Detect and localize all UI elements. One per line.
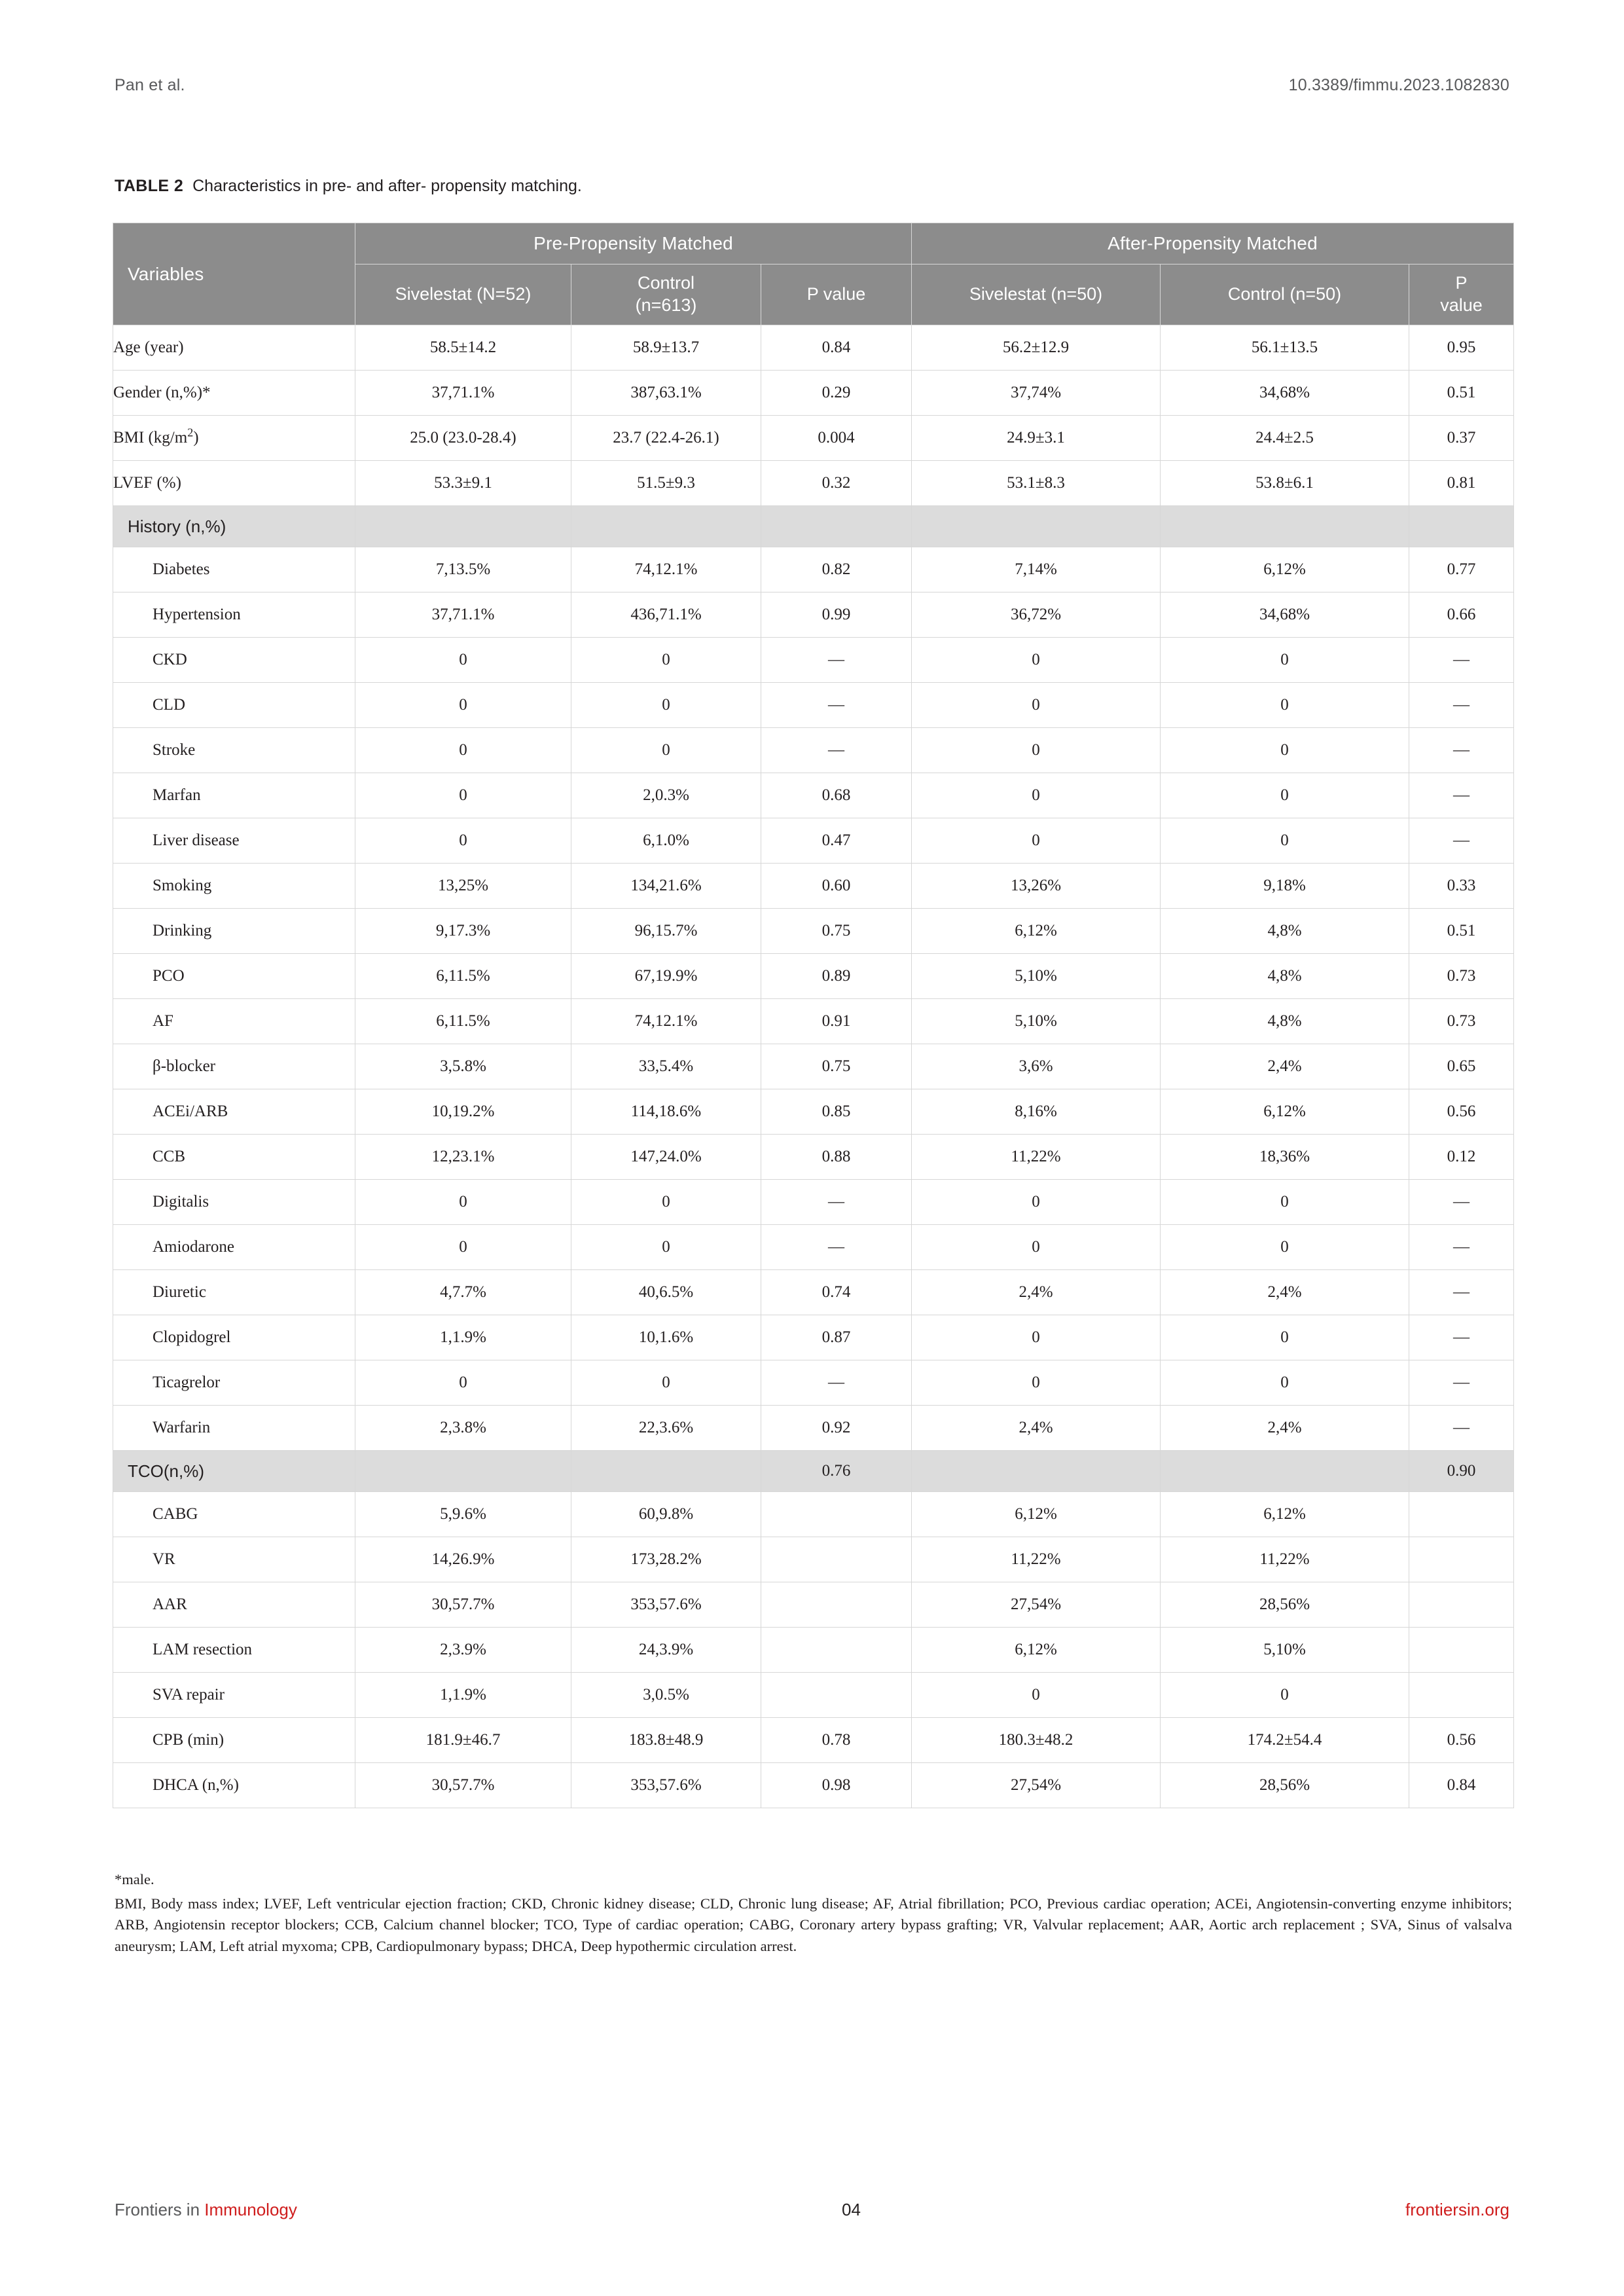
row-label: AAR xyxy=(113,1582,355,1628)
table-row xyxy=(113,1135,1514,1180)
row-value-3 xyxy=(761,1582,912,1628)
row-value-5: 28,56% xyxy=(1161,1582,1409,1628)
row-value-2: 0 xyxy=(571,728,761,773)
row-value-5: 6,12% xyxy=(1161,547,1409,592)
row-value-1: 0 xyxy=(355,728,571,773)
row-label: Smoking xyxy=(113,864,355,909)
row-label: SVA repair xyxy=(113,1673,355,1718)
row-value-1: 6,11.5% xyxy=(355,954,571,999)
row-value-4: 0 xyxy=(912,1673,1161,1718)
row-value-1: 4,7.7% xyxy=(355,1270,571,1315)
row-value-4: 180.3±48.2 xyxy=(912,1718,1161,1763)
row-value-4: 2,4% xyxy=(912,1406,1161,1451)
running-head-doi: 10.3389/fimmu.2023.1082830 xyxy=(1288,75,1509,94)
row-value-5: 11,22% xyxy=(1161,1537,1409,1582)
row-value-1 xyxy=(355,506,571,547)
row-value-5: 4,8% xyxy=(1161,999,1409,1044)
footnote-male: *male. xyxy=(115,1871,154,1887)
row-value-3: 0.99 xyxy=(761,592,912,638)
row-value-2: 40,6.5% xyxy=(571,1270,761,1315)
header-after-pvalue-line2: value xyxy=(1440,295,1483,315)
table-row xyxy=(113,1451,1514,1492)
running-head xyxy=(115,72,1509,98)
row-value-3: 0.98 xyxy=(761,1763,912,1808)
table-row xyxy=(113,371,1514,416)
row-value-5: 4,8% xyxy=(1161,909,1409,954)
row-value-4: 0 xyxy=(912,773,1161,818)
footer-page-number: 04 xyxy=(842,2199,861,2219)
row-value-3: 0.88 xyxy=(761,1135,912,1180)
row-value-4: 2,4% xyxy=(912,1270,1161,1315)
row-label: DHCA (n,%) xyxy=(113,1763,355,1808)
row-value-3: 0.60 xyxy=(761,864,912,909)
row-value-2: 3,0.5% xyxy=(571,1673,761,1718)
row-value-4 xyxy=(912,506,1161,547)
characteristics-table xyxy=(113,223,1514,1808)
row-value-4: 27,54% xyxy=(912,1582,1161,1628)
row-value-3: 0.29 xyxy=(761,371,912,416)
row-label: Warfarin xyxy=(113,1406,355,1451)
header-after-propensity: After-Propensity Matched xyxy=(912,223,1514,264)
row-value-1: 0 xyxy=(355,1360,571,1406)
row-value-4: 0 xyxy=(912,818,1161,864)
row-value-3: 0.89 xyxy=(761,954,912,999)
footer-journal-name: Immunology xyxy=(204,2199,297,2219)
row-value-6 xyxy=(1409,1492,1514,1537)
row-value-3: 0.68 xyxy=(761,773,912,818)
footer-journal xyxy=(115,2200,297,2220)
row-value-2 xyxy=(571,506,761,547)
row-value-1: 58.5±14.2 xyxy=(355,325,571,371)
row-value-2: 387,63.1% xyxy=(571,371,761,416)
row-label: History (n,%) xyxy=(113,506,355,547)
row-label: VR xyxy=(113,1537,355,1582)
row-value-6: 0.77 xyxy=(1409,547,1514,592)
table-caption xyxy=(115,177,1509,196)
header-after-sivelestat: Sivelestat (n=50) xyxy=(912,264,1161,325)
row-value-1: 7,13.5% xyxy=(355,547,571,592)
row-value-6: — xyxy=(1409,728,1514,773)
row-value-4: 6,12% xyxy=(912,909,1161,954)
row-label: LVEF (%) xyxy=(113,461,355,506)
row-value-2: 0 xyxy=(571,1360,761,1406)
row-label: Age (year) xyxy=(113,325,355,371)
row-label: β-blocker xyxy=(113,1044,355,1089)
table-footnotes xyxy=(115,1869,1512,1958)
row-value-1: 9,17.3% xyxy=(355,909,571,954)
row-value-1: 37,71.1% xyxy=(355,592,571,638)
row-value-6: — xyxy=(1409,1225,1514,1270)
table-body xyxy=(113,325,1514,1808)
row-value-2: 74,12.1% xyxy=(571,999,761,1044)
row-value-6: 0.65 xyxy=(1409,1044,1514,1089)
row-value-5 xyxy=(1161,1451,1409,1492)
header-pre-pvalue: P value xyxy=(761,264,912,325)
row-value-4: 0 xyxy=(912,728,1161,773)
row-value-4: 0 xyxy=(912,1225,1161,1270)
table-row xyxy=(113,547,1514,592)
row-value-4: 11,22% xyxy=(912,1537,1161,1582)
row-value-1: 53.3±9.1 xyxy=(355,461,571,506)
row-value-2: 6,1.0% xyxy=(571,818,761,864)
row-value-1: 1,1.9% xyxy=(355,1315,571,1360)
row-value-3: 0.47 xyxy=(761,818,912,864)
table-row xyxy=(113,506,1514,547)
row-label: Stroke xyxy=(113,728,355,773)
row-value-6: 0.12 xyxy=(1409,1135,1514,1180)
row-value-6: 0.33 xyxy=(1409,864,1514,909)
row-value-5: 24.4±2.5 xyxy=(1161,416,1409,461)
row-value-1: 12,23.1% xyxy=(355,1135,571,1180)
row-label: Clopidogrel xyxy=(113,1315,355,1360)
row-value-6: — xyxy=(1409,1315,1514,1360)
row-value-2: 147,24.0% xyxy=(571,1135,761,1180)
table-row xyxy=(113,773,1514,818)
row-value-5: 0 xyxy=(1161,683,1409,728)
row-value-1: 2,3.8% xyxy=(355,1406,571,1451)
row-value-2: 33,5.4% xyxy=(571,1044,761,1089)
row-label: Ticagrelor xyxy=(113,1360,355,1406)
row-value-6: 0.90 xyxy=(1409,1451,1514,1492)
row-label: Hypertension xyxy=(113,592,355,638)
row-label: Amiodarone xyxy=(113,1225,355,1270)
table-container xyxy=(113,223,1513,1808)
row-label: PCO xyxy=(113,954,355,999)
row-value-5: 0 xyxy=(1161,638,1409,683)
row-value-1: 14,26.9% xyxy=(355,1537,571,1582)
table-row xyxy=(113,1406,1514,1451)
row-value-4: 5,10% xyxy=(912,999,1161,1044)
row-value-5: 0 xyxy=(1161,1360,1409,1406)
row-label: Gender (n,%)* xyxy=(113,371,355,416)
row-value-3 xyxy=(761,1492,912,1537)
row-label: BMI $(kg/m^2)$ xyxy=(113,416,355,461)
row-value-5: 0 xyxy=(1161,1315,1409,1360)
row-value-5: 0 xyxy=(1161,1673,1409,1718)
row-value-1 xyxy=(355,1451,571,1492)
row-value-1: 0 xyxy=(355,818,571,864)
row-label: LAM resection xyxy=(113,1628,355,1673)
row-value-3: 0.84 xyxy=(761,325,912,371)
row-value-5: 6,12% xyxy=(1161,1089,1409,1135)
row-value-3: — xyxy=(761,1180,912,1225)
row-label: Diabetes xyxy=(113,547,355,592)
row-value-5: 53.8±6.1 xyxy=(1161,461,1409,506)
row-label: CABG xyxy=(113,1492,355,1537)
row-value-4: 8,16% xyxy=(912,1089,1161,1135)
row-value-4: 7,14% xyxy=(912,547,1161,592)
row-value-2: 51.5±9.3 xyxy=(571,461,761,506)
row-value-1: 2,3.9% xyxy=(355,1628,571,1673)
row-value-6: — xyxy=(1409,638,1514,683)
table-header-group-row xyxy=(113,223,1514,264)
row-value-2: 2,0.3% xyxy=(571,773,761,818)
row-value-4: 0 xyxy=(912,1315,1161,1360)
row-value-5: 0 xyxy=(1161,818,1409,864)
running-head-authors: Pan et al. xyxy=(115,75,185,94)
row-value-1: 0 xyxy=(355,1180,571,1225)
row-value-6: 0.84 xyxy=(1409,1763,1514,1808)
row-value-4: 0 xyxy=(912,1180,1161,1225)
table-row xyxy=(113,864,1514,909)
row-value-3: 0.74 xyxy=(761,1270,912,1315)
row-value-3: 0.78 xyxy=(761,1718,912,1763)
row-value-3 xyxy=(761,506,912,547)
row-value-4: 36,72% xyxy=(912,592,1161,638)
row-value-5: 0 xyxy=(1161,1225,1409,1270)
row-value-5: 0 xyxy=(1161,1180,1409,1225)
row-value-5: 28,56% xyxy=(1161,1763,1409,1808)
page-footer xyxy=(115,2196,1509,2223)
table-head xyxy=(113,223,1514,325)
row-value-3: 0.75 xyxy=(761,1044,912,1089)
row-value-2 xyxy=(571,1451,761,1492)
table-row xyxy=(113,683,1514,728)
row-value-6: 0.37 xyxy=(1409,416,1514,461)
header-pre-control-line2: (n=613) xyxy=(635,295,697,315)
row-label: Drinking xyxy=(113,909,355,954)
row-label: CPB (min) xyxy=(113,1718,355,1763)
row-value-5: 9,18% xyxy=(1161,864,1409,909)
header-variables: Variables xyxy=(113,223,355,325)
row-value-2: 134,21.6% xyxy=(571,864,761,909)
row-value-2: 0 xyxy=(571,1225,761,1270)
row-value-2: 58.9±13.7 xyxy=(571,325,761,371)
row-value-4: 0 xyxy=(912,1360,1161,1406)
table-row xyxy=(113,416,1514,461)
row-value-1: 0 xyxy=(355,683,571,728)
row-label: CCB xyxy=(113,1135,355,1180)
row-value-1: 1,1.9% xyxy=(355,1673,571,1718)
footer-journal-prefix: Frontiers in xyxy=(115,2199,205,2219)
row-value-2: 173,28.2% xyxy=(571,1537,761,1582)
row-value-4 xyxy=(912,1451,1161,1492)
row-value-2: 436,71.1% xyxy=(571,592,761,638)
row-value-2: 10,1.6% xyxy=(571,1315,761,1360)
row-value-6: 0.95 xyxy=(1409,325,1514,371)
row-value-4: 0 xyxy=(912,683,1161,728)
row-value-3: — xyxy=(761,728,912,773)
row-value-6: — xyxy=(1409,1270,1514,1315)
table-row xyxy=(113,909,1514,954)
header-after-control: Control (n=50) xyxy=(1161,264,1409,325)
row-value-6: — xyxy=(1409,818,1514,864)
table-caption-text: Characteristics in pre- and after- propensity matching. xyxy=(192,177,582,195)
row-value-2: 114,18.6% xyxy=(571,1089,761,1135)
row-value-1: 6,11.5% xyxy=(355,999,571,1044)
row-value-6 xyxy=(1409,1537,1514,1582)
row-label: Marfan xyxy=(113,773,355,818)
table-row xyxy=(113,638,1514,683)
row-value-2: 353,57.6% xyxy=(571,1582,761,1628)
row-value-1: 37,71.1% xyxy=(355,371,571,416)
row-value-2: 183.8±48.9 xyxy=(571,1718,761,1763)
row-value-6: — xyxy=(1409,773,1514,818)
table-row xyxy=(113,818,1514,864)
row-value-5: 174.2±54.4 xyxy=(1161,1718,1409,1763)
header-pre-propensity: Pre-Propensity Matched xyxy=(355,223,912,264)
row-value-5: 2,4% xyxy=(1161,1406,1409,1451)
row-value-1: 30,57.7% xyxy=(355,1582,571,1628)
row-label: CLD xyxy=(113,683,355,728)
row-value-5: 0 xyxy=(1161,773,1409,818)
table-row xyxy=(113,1270,1514,1315)
header-after-pvalue xyxy=(1409,264,1514,325)
row-value-2: 0 xyxy=(571,638,761,683)
table-row xyxy=(113,325,1514,371)
footnote-abbreviations: BMI, Body mass index; LVEF, Left ventricular ejection fraction; CKD, Chronic kidney disease; CLD, Chronic lung disease; AF, Atrial fibrillation; PCO, Previous cardiac operation; ACEi, Angiotensin-converting enzyme inhibitors; ARB, Angiotensin receptor blockers; CCB, Calcium channel blocker; TCO, Type of cardiac operation; CABG, Coronary artery bypass grafting; VR, Valvular replacement; AAR, Aortic arch replacement ; SVA, Sinus of valsalva aneurysm; LAM, Left atrial myxoma; CPB, Cardiopulmonary bypass; DHCA, Deep hypothermic circulation arrest. xyxy=(115,1895,1512,1954)
table-caption-label: TABLE 2 xyxy=(115,177,184,195)
row-value-3: 0.82 xyxy=(761,547,912,592)
row-value-5: 4,8% xyxy=(1161,954,1409,999)
table-row xyxy=(113,1315,1514,1360)
table-row xyxy=(113,1180,1514,1225)
row-value-3: 0.32 xyxy=(761,461,912,506)
row-value-4: 37,74% xyxy=(912,371,1161,416)
row-value-5: 2,4% xyxy=(1161,1044,1409,1089)
row-value-1: 181.9±46.7 xyxy=(355,1718,571,1763)
row-label: TCO(n,%) xyxy=(113,1451,355,1492)
row-value-6: 0.51 xyxy=(1409,371,1514,416)
row-value-5: 18,36% xyxy=(1161,1135,1409,1180)
row-value-3: — xyxy=(761,1360,912,1406)
table-row xyxy=(113,1089,1514,1135)
table-row xyxy=(113,728,1514,773)
row-value-4: 6,12% xyxy=(912,1492,1161,1537)
row-value-6: — xyxy=(1409,1406,1514,1451)
row-value-4: 11,22% xyxy=(912,1135,1161,1180)
row-value-3 xyxy=(761,1673,912,1718)
row-value-3 xyxy=(761,1537,912,1582)
row-value-3: — xyxy=(761,638,912,683)
row-value-5: 56.1±13.5 xyxy=(1161,325,1409,371)
row-value-3: 0.76 xyxy=(761,1451,912,1492)
row-value-3: — xyxy=(761,1225,912,1270)
row-value-2: 23.7 (22.4-26.1) xyxy=(571,416,761,461)
row-label: CKD xyxy=(113,638,355,683)
row-value-3: 0.87 xyxy=(761,1315,912,1360)
row-value-1: 5,9.6% xyxy=(355,1492,571,1537)
row-value-2: 67,19.9% xyxy=(571,954,761,999)
row-value-5: 6,12% xyxy=(1161,1492,1409,1537)
header-after-pvalue-line1: P xyxy=(1455,273,1468,293)
row-value-6: 0.56 xyxy=(1409,1089,1514,1135)
row-value-5: 0 xyxy=(1161,728,1409,773)
row-value-4: 27,54% xyxy=(912,1763,1161,1808)
table-row xyxy=(113,1492,1514,1537)
row-value-1: 30,57.7% xyxy=(355,1763,571,1808)
row-value-1: 3,5.8% xyxy=(355,1044,571,1089)
row-value-5: 34,68% xyxy=(1161,371,1409,416)
row-value-2: 22,3.6% xyxy=(571,1406,761,1451)
row-value-6: 0.66 xyxy=(1409,592,1514,638)
table-row xyxy=(113,1225,1514,1270)
row-value-6: 0.51 xyxy=(1409,909,1514,954)
table-row xyxy=(113,1582,1514,1628)
row-value-3: 0.92 xyxy=(761,1406,912,1451)
row-label: Liver disease xyxy=(113,818,355,864)
row-value-3: 0.75 xyxy=(761,909,912,954)
table-row xyxy=(113,1628,1514,1673)
row-label: AF xyxy=(113,999,355,1044)
row-value-1: 0 xyxy=(355,1225,571,1270)
row-label: Diuretic xyxy=(113,1270,355,1315)
row-value-6 xyxy=(1409,506,1514,547)
row-value-3: — xyxy=(761,683,912,728)
row-value-3 xyxy=(761,1628,912,1673)
row-value-6: — xyxy=(1409,1360,1514,1406)
header-pre-control xyxy=(571,264,761,325)
row-value-4: 56.2±12.9 xyxy=(912,325,1161,371)
row-value-5: 34,68% xyxy=(1161,592,1409,638)
row-value-6: 0.81 xyxy=(1409,461,1514,506)
row-value-2: 74,12.1% xyxy=(571,547,761,592)
row-value-2: 0 xyxy=(571,683,761,728)
row-value-4: 6,12% xyxy=(912,1628,1161,1673)
header-pre-sivelestat: Sivelestat (N=52) xyxy=(355,264,571,325)
row-value-6: 0.56 xyxy=(1409,1718,1514,1763)
row-value-6 xyxy=(1409,1673,1514,1718)
row-value-3: 0.91 xyxy=(761,999,912,1044)
row-value-2: 353,57.6% xyxy=(571,1763,761,1808)
row-value-3: 0.85 xyxy=(761,1089,912,1135)
row-value-4: 3,6% xyxy=(912,1044,1161,1089)
table-row xyxy=(113,1718,1514,1763)
table-row xyxy=(113,592,1514,638)
footer-url[interactable]: frontiersin.org xyxy=(1405,2199,1509,2219)
row-value-6: 0.73 xyxy=(1409,999,1514,1044)
row-value-4: 13,26% xyxy=(912,864,1161,909)
row-value-4: 0 xyxy=(912,638,1161,683)
row-value-4: 24.9±3.1 xyxy=(912,416,1161,461)
row-value-2: 60,9.8% xyxy=(571,1492,761,1537)
table-row xyxy=(113,1673,1514,1718)
row-value-1: 0 xyxy=(355,773,571,818)
row-value-5: 5,10% xyxy=(1161,1628,1409,1673)
row-value-2: 96,15.7% xyxy=(571,909,761,954)
row-value-5 xyxy=(1161,506,1409,547)
row-value-6: 0.73 xyxy=(1409,954,1514,999)
row-value-1: 10,19.2% xyxy=(355,1089,571,1135)
row-value-4: 5,10% xyxy=(912,954,1161,999)
row-value-2: 24,3.9% xyxy=(571,1628,761,1673)
row-value-6 xyxy=(1409,1582,1514,1628)
row-value-6: — xyxy=(1409,1180,1514,1225)
row-value-4: 53.1±8.3 xyxy=(912,461,1161,506)
table-row xyxy=(113,1763,1514,1808)
row-value-5: 2,4% xyxy=(1161,1270,1409,1315)
row-value-6: — xyxy=(1409,683,1514,728)
table-row xyxy=(113,1044,1514,1089)
table-row xyxy=(113,1537,1514,1582)
row-value-1: 25.0 (23.0-28.4) xyxy=(355,416,571,461)
row-value-2: 0 xyxy=(571,1180,761,1225)
table-row xyxy=(113,461,1514,506)
table-row xyxy=(113,1360,1514,1406)
table-row xyxy=(113,999,1514,1044)
row-value-3: 0.004 xyxy=(761,416,912,461)
header-pre-control-line1: Control xyxy=(637,273,695,293)
row-label: ACEi/ARB xyxy=(113,1089,355,1135)
row-value-6 xyxy=(1409,1628,1514,1673)
row-label: Digitalis xyxy=(113,1180,355,1225)
table-row xyxy=(113,954,1514,999)
row-value-1: 13,25% xyxy=(355,864,571,909)
row-value-1: 0 xyxy=(355,638,571,683)
